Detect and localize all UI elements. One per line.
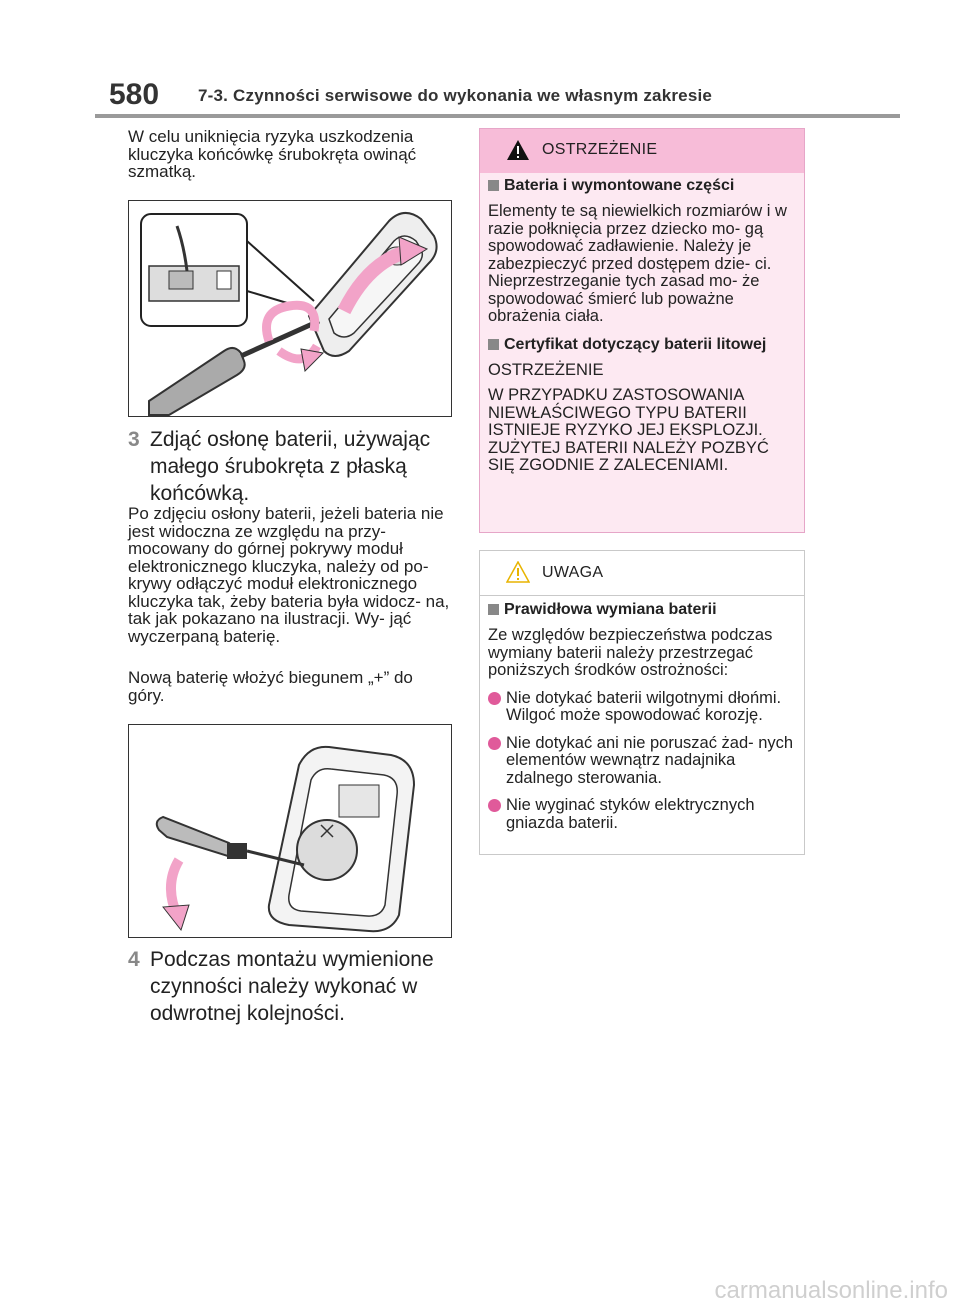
note-subheading-text: Prawidłowa wymiana baterii bbox=[504, 601, 717, 618]
illustration-remove-cover bbox=[128, 200, 452, 417]
step-3 bbox=[128, 426, 452, 507]
warning-subheading bbox=[488, 336, 798, 354]
list-item-text: Nie dotykać baterii wilgotnymi dłońmi. Wilgoć może spowodować korozję. bbox=[506, 688, 782, 724]
warning-text: Elementy te są niewielkich rozmiarów i w razie połknięcia przez dziecko mo- gą spowodować zadławienie. Należy je zabezpieczyć przed dostępem dzie- ci. Nieprzestrzeganie tych zasad mo- że spowodować śmierć lub poważne obrażenia ciała. bbox=[488, 202, 787, 325]
battery-orientation-note: Nową baterię włożyć biegunem „+” do góry. bbox=[128, 668, 413, 705]
warning-box bbox=[479, 128, 805, 533]
step-number: 3 bbox=[128, 428, 140, 451]
section-title: 7-3. Czynności serwisowe do wykonania we własnym zakresie bbox=[198, 86, 713, 105]
remove-cover-drawing bbox=[129, 201, 451, 416]
list-item-text: Nie wyginać styków elektrycznych gniazda baterii. bbox=[506, 796, 755, 832]
warning-text: W PRZYPADKU ZASTOSOWANIA NIEWŁAŚCIWEGO TYPU BATERII ISTNIEJE RYZYKO JEJ EKSPLOZJI. ZUŻYTEJ BATERII NALEŻY POZBYĆ SIĘ ZGODNIE Z ZALECENIAMI. bbox=[488, 386, 769, 474]
step-text: Podczas montażu wymienione czynności należy wykonać w odwrotnej kolejności. bbox=[150, 948, 434, 1025]
header-rule bbox=[95, 114, 900, 118]
instruction-paragraph: Po zdjęciu osłony baterii, jeżeli bateria nie jest widoczna ze względu na przy- mocowany do górnej pokrywy moduł elektronicznego kluczyka, należy od po- krywy odłączyć moduł elektronicznego kluczyka tak, żeby bateria była widocz- na, tak jak pokazano na ilustracji. Wy- jąć wyczerpaną baterię. bbox=[128, 504, 450, 646]
illustration-remove-battery bbox=[128, 724, 452, 938]
note-box bbox=[479, 550, 805, 855]
note-body bbox=[488, 601, 798, 832]
page-header bbox=[95, 78, 900, 114]
note-subheading bbox=[488, 601, 798, 619]
warning-subheading bbox=[488, 177, 798, 195]
caution-triangle-icon bbox=[506, 561, 530, 583]
warning-body bbox=[488, 177, 798, 475]
warning-header bbox=[480, 129, 804, 173]
bullet-dot-icon bbox=[488, 692, 501, 705]
page-number: 580 bbox=[109, 78, 160, 111]
warning-subheading-text: Certyfikat dotyczący baterii litowej bbox=[504, 335, 767, 353]
square-bullet-icon bbox=[488, 339, 499, 350]
list-item bbox=[488, 690, 798, 725]
warning-label: OSTRZEŻENIE bbox=[542, 141, 658, 158]
list-item-text: Nie dotykać ani nie poruszać żad- nych elementów wewnątrz nadajnika zdalnego sterowania. bbox=[506, 733, 794, 787]
note-intro: Ze względów bezpieczeństwa podczas wymiany baterii należy przestrzegać poniższych środków ostrożności: bbox=[488, 626, 773, 679]
step-4 bbox=[128, 946, 452, 1027]
list-item bbox=[488, 735, 798, 788]
step-number: 4 bbox=[128, 948, 140, 971]
warning-text: OSTRZEŻENIE bbox=[488, 360, 604, 379]
square-bullet-icon bbox=[488, 180, 499, 191]
bullet-dot-icon bbox=[488, 799, 501, 812]
list-item bbox=[488, 797, 798, 832]
warning-subheading-text: Bateria i wymontowane części bbox=[504, 177, 735, 194]
left-column bbox=[128, 127, 452, 1025]
note-label: UWAGA bbox=[542, 564, 604, 581]
intro-text: W celu uniknięcia ryzyka uszkodzenia kluczyka końcówkę śrubokręta owinąć szmatką. bbox=[128, 127, 417, 181]
warning-triangle-icon bbox=[506, 139, 530, 161]
bullet-dot-icon bbox=[488, 737, 501, 750]
square-bullet-icon bbox=[488, 604, 499, 615]
watermark: carmanualsonline.info bbox=[714, 1277, 948, 1304]
remove-battery-drawing bbox=[129, 725, 451, 937]
note-header bbox=[480, 551, 804, 596]
step-text: Zdjąć osłonę baterii, używając małego śrubokręta z płaską końcówką. bbox=[150, 428, 431, 505]
